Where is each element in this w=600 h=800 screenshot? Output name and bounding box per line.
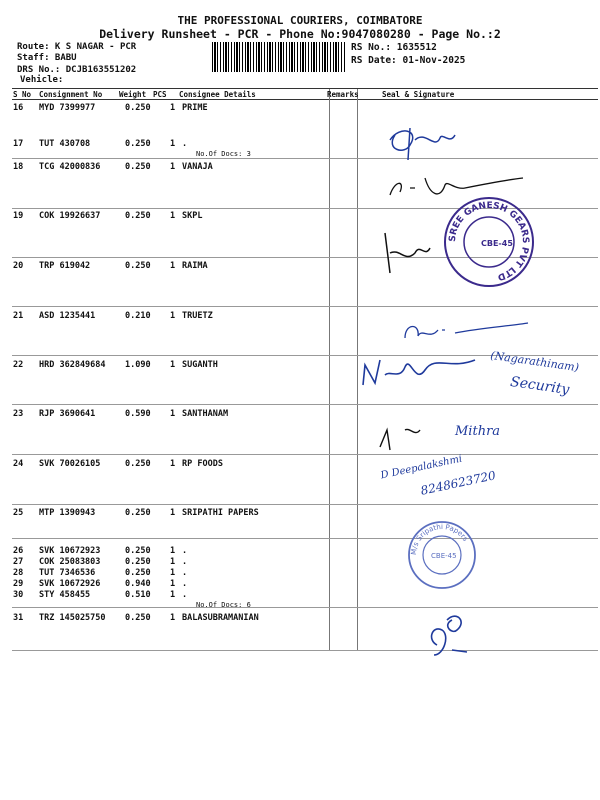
row-weight: 0.250 (125, 162, 151, 172)
row-consignee: RP FOODS (182, 459, 223, 469)
sig24-phone: 8248623720 (419, 468, 497, 498)
row-sno: 26 (13, 546, 24, 556)
row-consignment: HRD 362849684 (39, 360, 106, 370)
row-sno: 24 (13, 459, 24, 469)
row-pcs: 1 (170, 579, 176, 589)
signature-row23-mark (375, 422, 435, 457)
row-sno: 20 (13, 261, 24, 271)
row-sno: 21 (13, 311, 24, 321)
row-weight: 0.510 (125, 590, 151, 600)
col-remarks: Remarks (327, 90, 359, 99)
row-weight: 0.940 (125, 579, 151, 589)
row-doc-count: No.Of Docs: 6 (196, 601, 251, 609)
row-weight: 0.250 (125, 103, 151, 113)
row-weight: 0.250 (125, 139, 151, 149)
row-pcs: 1 (170, 508, 176, 518)
row-pcs: 1 (170, 613, 176, 623)
col-seal: Seal & Signature (382, 90, 455, 99)
row-pcs: 1 (170, 103, 176, 113)
row-consignee: . (182, 557, 188, 567)
col-sno: S No (13, 90, 32, 99)
sig23-text: Mithra (455, 424, 501, 439)
table-header-rule (12, 99, 598, 100)
row-consignee: . (182, 579, 188, 589)
row-weight: 0.250 (125, 568, 151, 578)
row-consignee: BALASUBRAMANIAN (182, 613, 259, 623)
signature-row22 (355, 345, 495, 395)
sig22-name: (Nagarathinam) (489, 348, 580, 375)
row-consignment: COK 19926637 (39, 211, 101, 221)
row-consignment: SVK 10672926 (39, 579, 101, 589)
signature-row31 (422, 610, 472, 660)
row-consignee: SANTHANAM (182, 409, 229, 419)
row-pcs: 1 (170, 211, 176, 221)
row-consignment: TUT 430708 (39, 139, 91, 149)
row-sno: 22 (13, 360, 24, 370)
col-consignee: Consignee Details (179, 90, 256, 99)
col-pcs: PCS (153, 90, 167, 99)
row-doc-count: No.Of Docs: 3 (196, 150, 251, 158)
sree-ganesh-gears-stamp (443, 196, 535, 288)
row-separator (12, 454, 598, 455)
signature-row19-20 (375, 228, 435, 278)
staff: Staff: BABU (17, 53, 77, 63)
rs-number: RS No.: 1635512 (351, 42, 437, 53)
row-pcs: 1 (170, 139, 176, 149)
row-consignee: TRUETZ (182, 311, 213, 321)
row-consignment: MTP 1390943 (39, 508, 96, 518)
signature-row21 (400, 318, 530, 348)
row-consignment: TRZ 145025750 (39, 613, 106, 623)
row-weight: 0.250 (125, 613, 151, 623)
barcode (212, 42, 346, 72)
row-weight: 0.250 (125, 546, 151, 556)
row-consignee: VANAJA (182, 162, 213, 172)
row-consignee: PRIME (182, 103, 208, 113)
row-consignee: . (182, 546, 188, 556)
row-consignment: SVK 70026105 (39, 459, 101, 469)
svg-text:SREE GANESH GEARS PVT LTD: SREE GANESH GEARS PVT LTD (447, 200, 531, 282)
row-pcs: 1 (170, 568, 176, 578)
row-pcs: 1 (170, 162, 176, 172)
row-consignee: . (182, 568, 188, 578)
table-top-rule (12, 88, 598, 89)
row-weight: 0.250 (125, 211, 151, 221)
col-consignment: Consignment No (39, 90, 103, 99)
col-weight: Weight (119, 90, 147, 99)
row-consignment: COK 25083803 (39, 557, 101, 567)
row-consignment: TCG 42000836 (39, 162, 101, 172)
row-separator (12, 538, 598, 539)
runsheet-subtitle: Delivery Runsheet - PCR - Phone No:9047080280 - Page No.:2 (99, 27, 501, 41)
row-sno: 19 (13, 211, 24, 221)
row-pcs: 1 (170, 590, 176, 600)
row-separator (12, 504, 598, 505)
row-consignee: RAIMA (182, 261, 208, 271)
remarks-left-rule (329, 89, 330, 651)
row-consignment: TUT 7346536 (39, 568, 96, 578)
row-consignee: . (182, 139, 188, 149)
row-consignee: SUGANTH (182, 360, 218, 370)
row-weight: 0.250 (125, 261, 151, 271)
sig22-role: Security (509, 373, 571, 399)
signature-row16-17 (380, 120, 460, 165)
row-pcs: 1 (170, 546, 176, 556)
row-separator (12, 306, 598, 307)
row-sno: 27 (13, 557, 24, 567)
svg-text:CBE-45: CBE-45 (431, 552, 457, 560)
drs-number: DRS No.: DCJB163551202 (17, 65, 137, 75)
row-consignment: TRP 619042 (39, 261, 91, 271)
row-pcs: 1 (170, 557, 176, 567)
row-sno: 17 (13, 139, 24, 149)
row-consignment: SVK 10672923 (39, 546, 101, 556)
row-weight: 0.210 (125, 311, 151, 321)
sripathi-papers-stamp (407, 520, 477, 590)
row-weight: 0.590 (125, 409, 151, 419)
row-sno: 30 (13, 590, 24, 600)
row-pcs: 1 (170, 409, 176, 419)
row-consignment: RJP 3690641 (39, 409, 96, 419)
row-consignment: ASD 1235441 (39, 311, 96, 321)
row-weight: 0.250 (125, 557, 151, 567)
row-separator (12, 404, 598, 405)
row-sno: 31 (13, 613, 24, 623)
runsheet-title: THE PROFESSIONAL COURIERS, COIMBATORE (177, 14, 423, 27)
svg-text:M/s Sripathi Papers: M/s Sripathi Papers (409, 522, 470, 556)
svg-text:CBE-45: CBE-45 (481, 239, 513, 248)
route: Route: K S NAGAR - PCR (17, 42, 137, 52)
vehicle: Vehicle: (20, 75, 64, 85)
row-sno: 28 (13, 568, 24, 578)
row-consignee: SRIPATHI PAPERS (182, 508, 259, 518)
row-consignment: MYD 7399977 (39, 103, 96, 113)
row-consignee: . (182, 590, 188, 600)
row-pcs: 1 (170, 459, 176, 469)
row-weight: 1.090 (125, 360, 151, 370)
row-consignment: STY 458455 (39, 590, 91, 600)
sig24-name: D Deepalakshmi (379, 453, 464, 482)
row-pcs: 1 (170, 311, 176, 321)
row-separator (12, 650, 598, 651)
row-sno: 29 (13, 579, 24, 589)
row-separator (12, 607, 598, 608)
row-separator (12, 158, 598, 159)
row-pcs: 1 (170, 261, 176, 271)
row-weight: 0.250 (125, 508, 151, 518)
row-sno: 25 (13, 508, 24, 518)
row-weight: 0.250 (125, 459, 151, 469)
row-sno: 16 (13, 103, 24, 113)
row-pcs: 1 (170, 360, 176, 370)
rs-date: RS Date: 01-Nov-2025 (351, 55, 466, 66)
row-sno: 23 (13, 409, 24, 419)
row-sno: 18 (13, 162, 24, 172)
row-consignee: SKPL (182, 211, 203, 221)
